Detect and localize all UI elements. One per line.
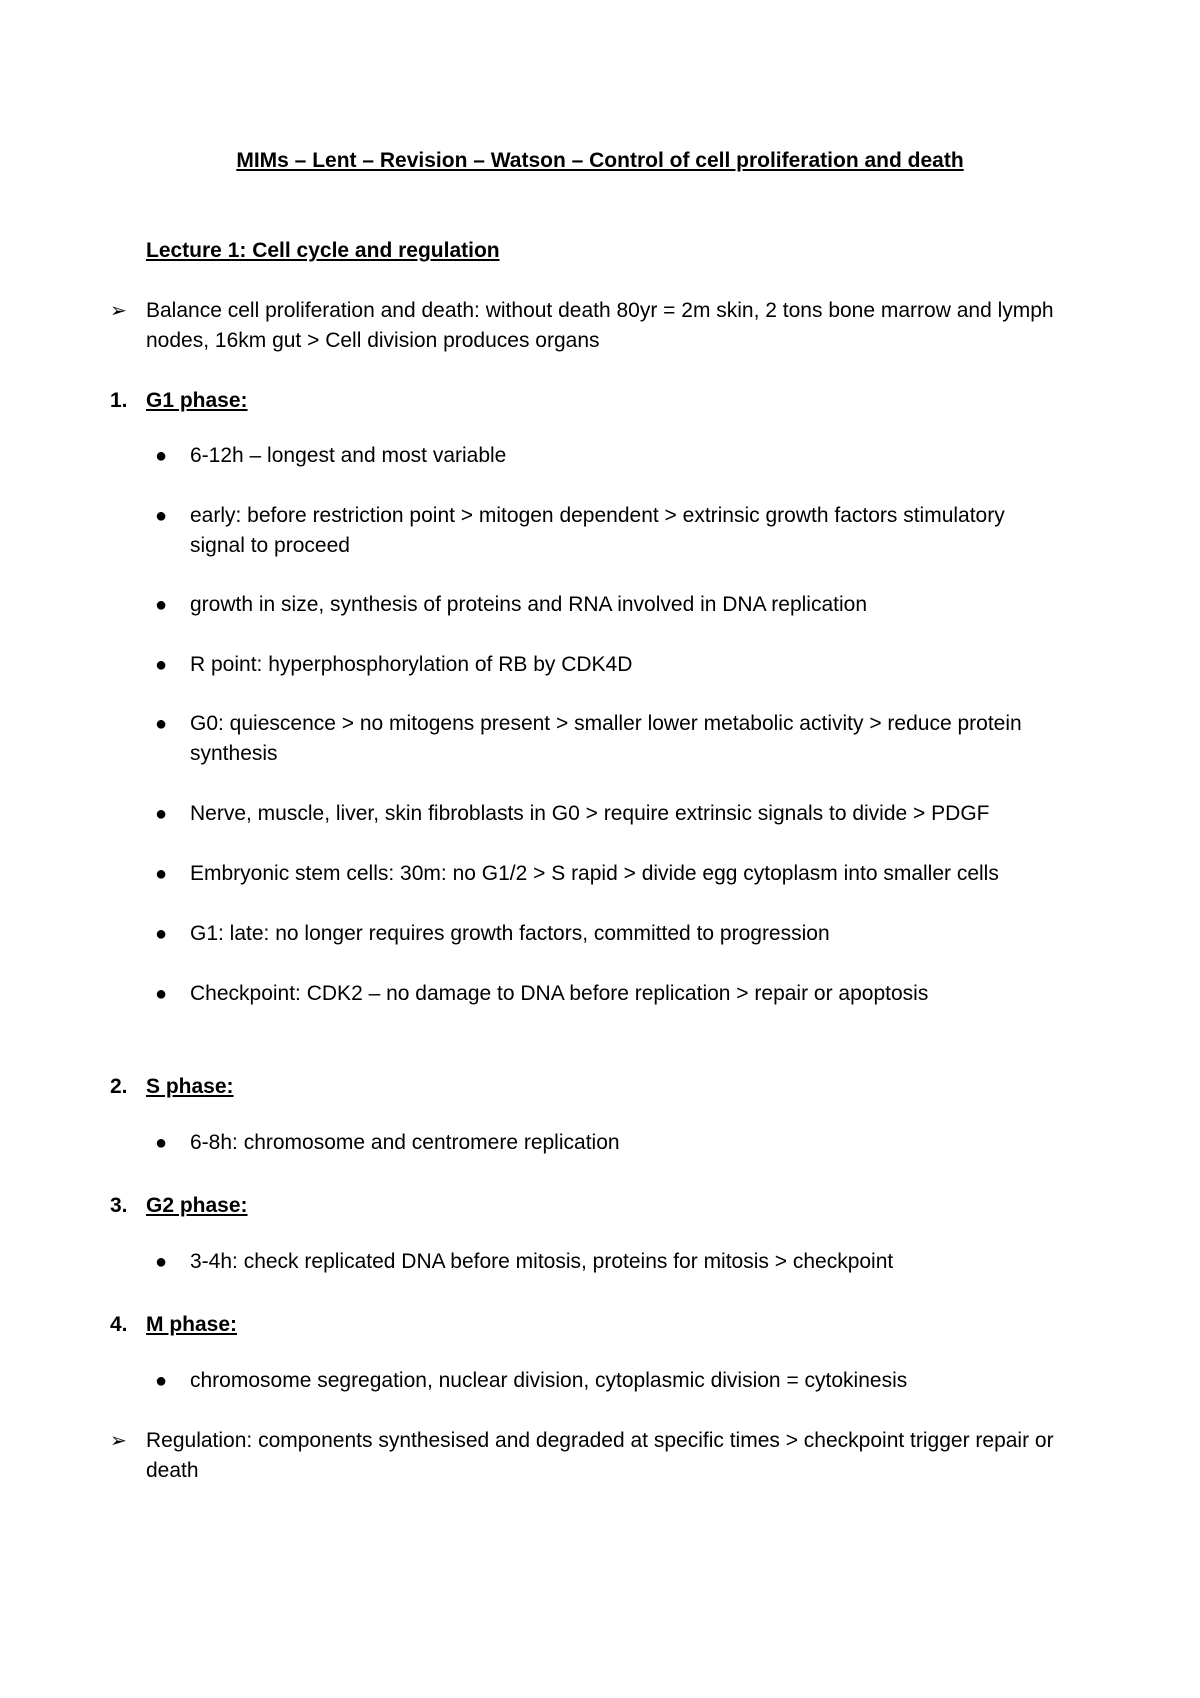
lecture-heading: Lecture 1: Cell cycle and regulation — [146, 239, 500, 262]
round-bullet-icon: ● — [155, 1132, 168, 1154]
list-item-text: 6-8h: chromosome and centromere replication — [190, 1131, 620, 1154]
section-heading-m — [110, 1311, 237, 1339]
round-bullet-icon: ● — [155, 803, 168, 825]
list-item-text: 3-4h: check replicated DNA before mitosis, proteins for mitosis > checkpoint — [190, 1250, 894, 1273]
round-bullet-icon: ● — [155, 654, 168, 676]
round-bullet-icon: ● — [155, 594, 168, 616]
list-item — [155, 501, 1055, 561]
list-item-text: Nerve, muscle, liver, skin fibroblasts in G0 > require extrinsic signals to divide > PDGF — [190, 802, 990, 825]
list-item — [155, 799, 1055, 829]
list-item — [155, 590, 1055, 620]
round-bullet-icon: ● — [155, 863, 168, 885]
round-bullet-icon: ● — [155, 1251, 168, 1273]
list-item-text: Checkpoint: CDK2 – no damage to DNA before replication > repair or apoptosis — [190, 982, 929, 1005]
list-item-text: Embryonic stem cells: 30m: no G1/2 > S rapid > divide egg cytoplasm into smaller cells — [190, 862, 999, 885]
section-heading-g2 — [110, 1192, 248, 1220]
list-item — [155, 1366, 1055, 1396]
section-number: 1. — [110, 389, 128, 412]
list-item-text: G1: late: no longer requires growth factors, committed to progression — [190, 922, 830, 945]
list-item — [155, 1247, 1055, 1277]
list-item — [155, 979, 1055, 1009]
round-bullet-icon: ● — [155, 713, 168, 735]
section-heading-g1 — [110, 387, 248, 415]
list-item — [155, 859, 1055, 889]
regulation-item — [110, 1426, 1070, 1486]
document-title: MIMs – Lent – Revision – Watson – Control of cell proliferation and death — [236, 149, 964, 172]
regulation-text: Regulation: components synthesised and degraded at specific times > checkpoint trigger repair or death — [146, 1429, 1054, 1482]
round-bullet-icon: ● — [155, 505, 168, 527]
list-item — [155, 1128, 1055, 1158]
section-number: 2. — [110, 1075, 128, 1098]
list-item-text: R point: hyperphosphorylation of RB by CDK4D — [190, 653, 633, 676]
arrow-bullet-icon: ➢ — [110, 1430, 127, 1452]
list-item-text: chromosome segregation, nuclear division, cytoplasmic division = cytokinesis — [190, 1369, 908, 1392]
list-item — [155, 441, 1055, 471]
round-bullet-icon: ● — [155, 445, 168, 467]
section-label: G2 phase: — [146, 1194, 248, 1217]
list-item — [155, 650, 1055, 680]
section-label: G1 phase: — [146, 389, 248, 412]
section-number: 3. — [110, 1194, 128, 1217]
list-item — [155, 919, 1055, 949]
section-heading-s — [110, 1073, 234, 1101]
list-item-text: early: before restriction point > mitogen dependent > extrinsic growth factors stimulatory signal to proceed — [190, 504, 1005, 557]
section-label: M phase: — [146, 1313, 238, 1336]
section-label: S phase: — [146, 1075, 234, 1098]
list-item-text: 6-12h – longest and most variable — [190, 444, 507, 467]
arrow-bullet-icon: ➢ — [110, 300, 127, 322]
round-bullet-icon: ● — [155, 923, 168, 945]
round-bullet-icon: ● — [155, 1370, 168, 1392]
intro-item — [110, 296, 1070, 356]
list-item-text: G0: quiescence > no mitogens present > smaller lower metabolic activity > reduce protein synthesis — [190, 712, 1022, 765]
list-item — [155, 709, 1055, 769]
list-item-text: growth in size, synthesis of proteins and RNA involved in DNA replication — [190, 593, 868, 616]
round-bullet-icon: ● — [155, 983, 168, 1005]
section-number: 4. — [110, 1313, 128, 1336]
intro-text: Balance cell proliferation and death: without death 80yr = 2m skin, 2 tons bone marrow and lymph nodes, 16km gut > Cell division produces organs — [146, 299, 1054, 352]
